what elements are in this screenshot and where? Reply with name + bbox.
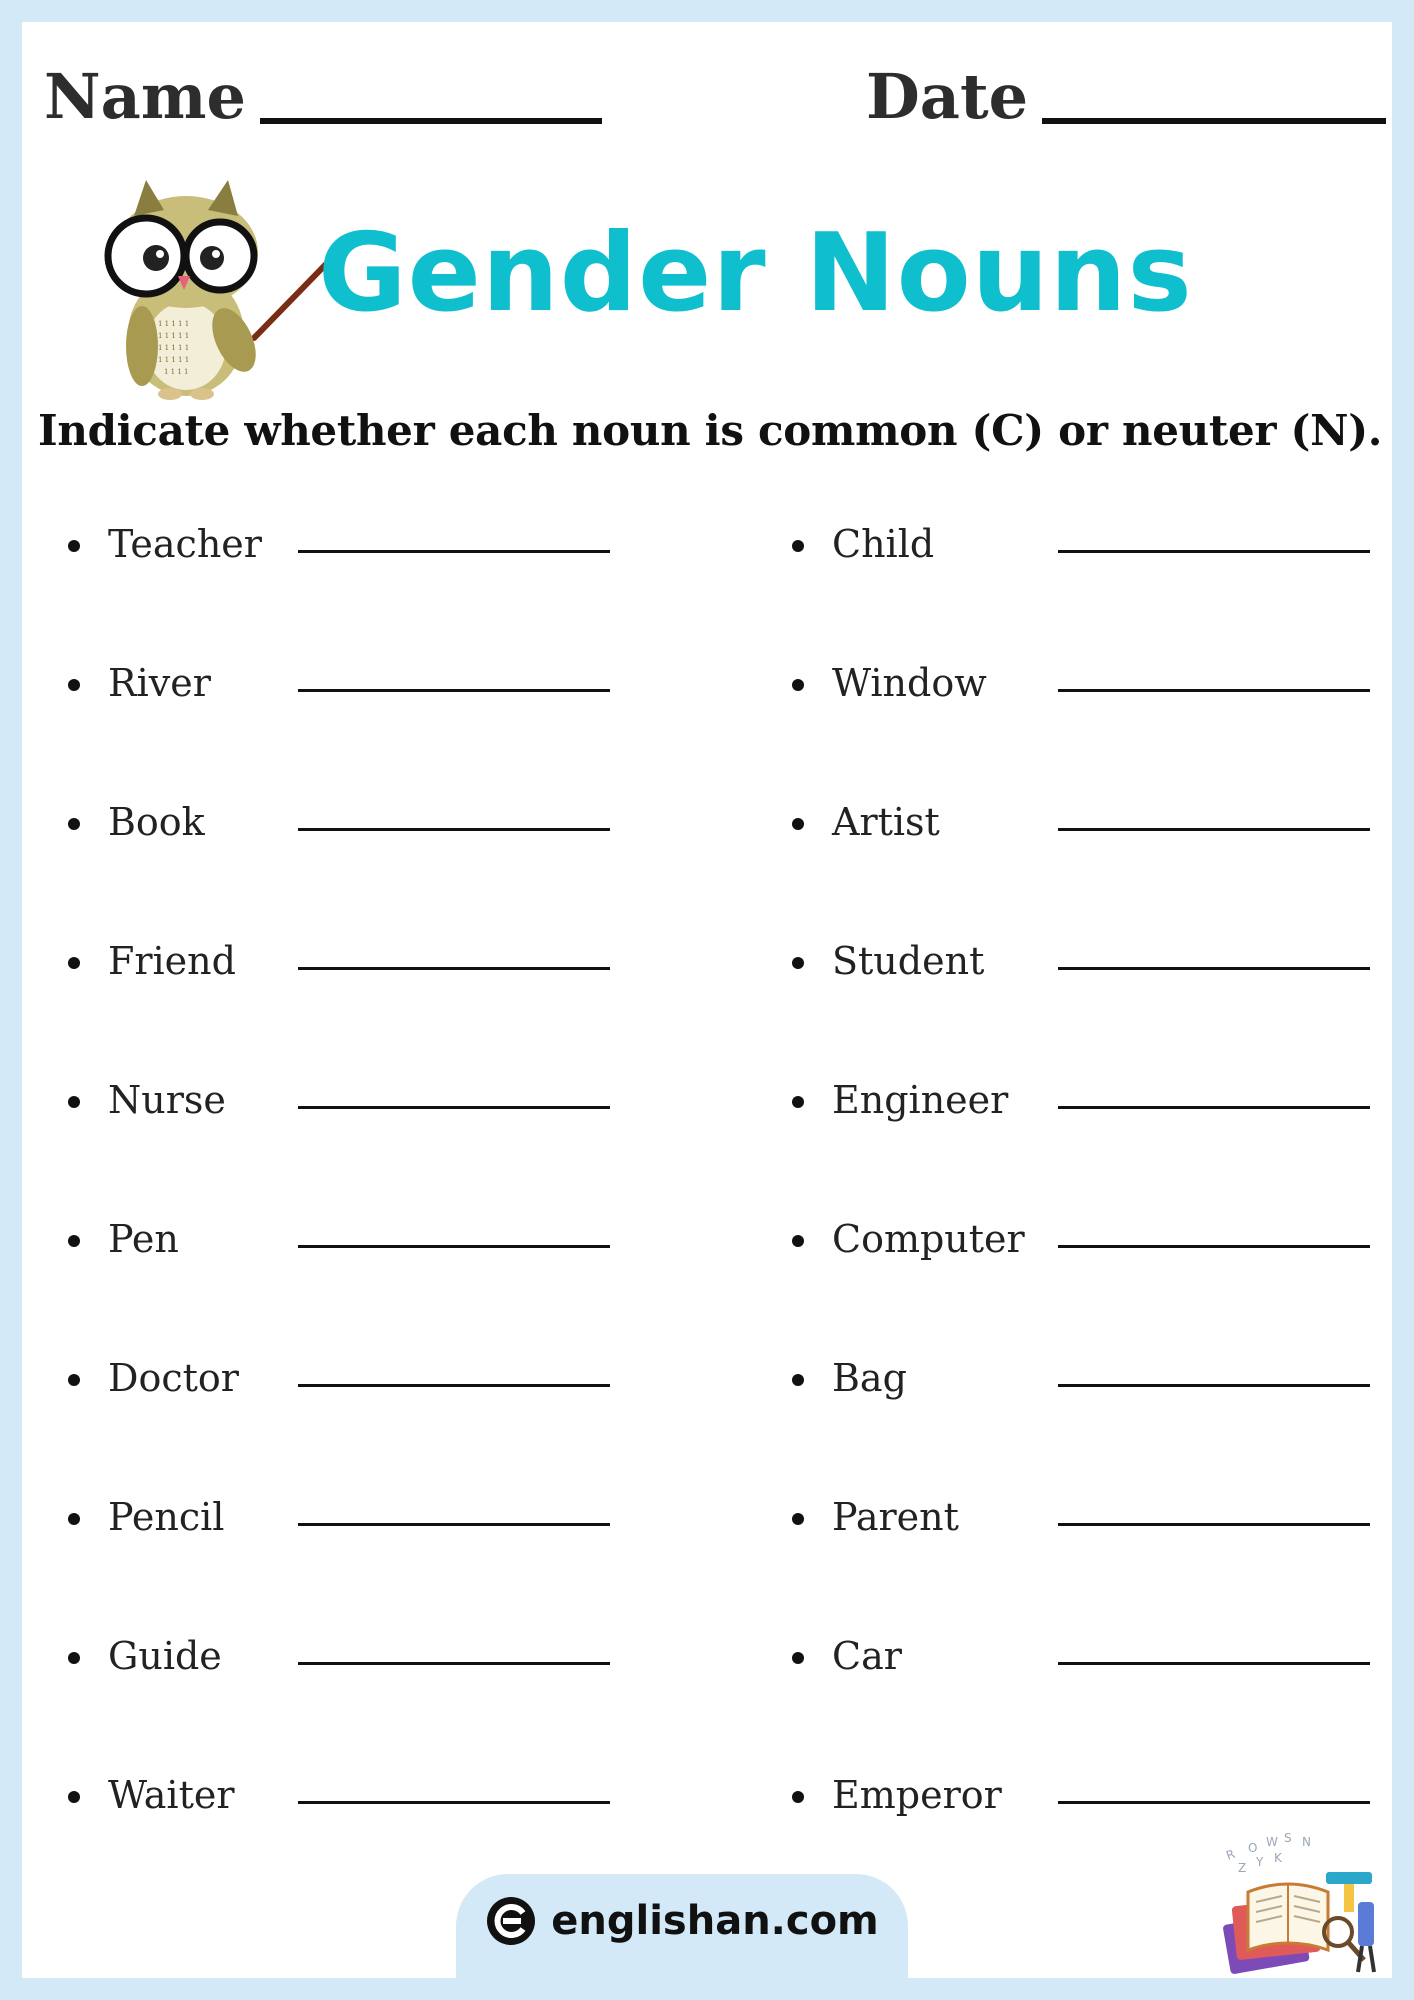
noun-word: Book: [108, 800, 205, 844]
answer-blank[interactable]: [1058, 1801, 1370, 1804]
bullet-icon: [792, 1791, 804, 1803]
noun-item: [68, 1074, 668, 1213]
noun-item: [68, 796, 668, 935]
noun-item: [68, 657, 668, 796]
answer-blank[interactable]: [1058, 828, 1370, 831]
noun-item: [68, 935, 668, 1074]
left-noun-list: [68, 518, 668, 1908]
svg-text:N: N: [1302, 1835, 1311, 1849]
bullet-icon: [68, 957, 80, 969]
noun-word: Parent: [832, 1495, 959, 1539]
noun-word: Computer: [832, 1217, 1025, 1261]
svg-text:1 1 1 1 1: 1 1 1 1 1: [158, 344, 190, 352]
noun-item: [792, 1352, 1392, 1491]
noun-word: Guide: [108, 1634, 222, 1678]
svg-text:1 1 1 1 1: 1 1 1 1 1: [158, 320, 190, 328]
bullet-icon: [68, 540, 80, 552]
answer-blank[interactable]: [1058, 1384, 1370, 1387]
name-label: Name: [44, 60, 246, 133]
footer-site-link[interactable]: englishan.com: [551, 1898, 879, 1944]
noun-item: [68, 1630, 668, 1769]
bullet-icon: [68, 1652, 80, 1664]
svg-text:1 1 1 1 1: 1 1 1 1 1: [158, 356, 190, 364]
englishan-logo-icon: [485, 1895, 537, 1947]
noun-item: [792, 1491, 1392, 1630]
noun-word: Pencil: [108, 1495, 225, 1539]
answer-blank[interactable]: [298, 1106, 610, 1109]
noun-word: Teacher: [108, 522, 262, 566]
answer-blank[interactable]: [1058, 689, 1370, 692]
bullet-icon: [68, 1513, 80, 1525]
noun-word: River: [108, 661, 211, 705]
answer-blank[interactable]: [1058, 1245, 1370, 1248]
bullet-icon: [792, 957, 804, 969]
answer-blank[interactable]: [1058, 1106, 1370, 1109]
worksheet: [22, 22, 1392, 1978]
noun-word: Engineer: [832, 1078, 1009, 1122]
bullet-icon: [792, 540, 804, 552]
noun-word: Bag: [832, 1356, 907, 1400]
bullet-icon: [792, 1652, 804, 1664]
svg-text:K: K: [1274, 1851, 1282, 1865]
noun-word: Nurse: [108, 1078, 226, 1122]
date-line: [1042, 118, 1386, 124]
noun-word: Car: [832, 1634, 902, 1678]
date-label: Date: [866, 60, 1029, 133]
noun-item: [792, 518, 1392, 657]
noun-word: Emperor: [832, 1773, 1002, 1817]
noun-item: [68, 518, 668, 657]
bullet-icon: [792, 818, 804, 830]
bullet-icon: [792, 1096, 804, 1108]
bullet-icon: [792, 679, 804, 691]
noun-item: [68, 1213, 668, 1352]
bullet-icon: [792, 1235, 804, 1247]
noun-word: Pen: [108, 1217, 179, 1261]
answer-blank[interactable]: [298, 1245, 610, 1248]
name-field: [44, 60, 602, 133]
answer-blank[interactable]: [1058, 1523, 1370, 1526]
footer-banner: [456, 1874, 908, 1978]
noun-item: [792, 1074, 1392, 1213]
answer-blank[interactable]: [1058, 967, 1370, 970]
noun-item: [792, 657, 1392, 796]
noun-item: [792, 796, 1392, 935]
books-icon: [1218, 1832, 1388, 1982]
noun-item: [68, 1491, 668, 1630]
bullet-icon: [68, 1096, 80, 1108]
bullet-icon: [68, 1235, 80, 1247]
noun-word: Window: [832, 661, 987, 705]
answer-blank[interactable]: [1058, 550, 1370, 553]
instructions: Indicate whether each noun is common (C) or neuter (N).: [38, 406, 1383, 455]
noun-item: [792, 935, 1392, 1074]
noun-word: Waiter: [108, 1773, 235, 1817]
svg-text:R: R: [1224, 1846, 1237, 1863]
noun-item: [792, 1630, 1392, 1769]
noun-word: Child: [832, 522, 935, 566]
answer-blank[interactable]: [1058, 1662, 1370, 1665]
noun-word: Student: [832, 939, 985, 983]
svg-text:S: S: [1284, 1832, 1292, 1845]
svg-text:1 1 1 1 1: 1 1 1 1 1: [158, 332, 190, 340]
answer-blank[interactable]: [298, 1523, 610, 1526]
worksheet-title: Gender Nouns: [318, 211, 1193, 336]
svg-text:1 1 1 1: 1 1 1 1: [164, 368, 189, 376]
noun-word: Artist: [832, 800, 940, 844]
answer-blank[interactable]: [298, 967, 610, 970]
answer-blank[interactable]: [298, 689, 610, 692]
svg-text:W: W: [1266, 1835, 1278, 1849]
svg-text:Z: Z: [1238, 1861, 1247, 1875]
bullet-icon: [68, 818, 80, 830]
noun-word: Doctor: [108, 1356, 239, 1400]
noun-item: [792, 1213, 1392, 1352]
bullet-icon: [68, 1791, 80, 1803]
date-field: [866, 60, 1386, 133]
answer-blank[interactable]: [298, 1662, 610, 1665]
svg-text:O: O: [1248, 1841, 1258, 1855]
right-noun-list: [792, 518, 1392, 1908]
bullet-icon: [68, 1374, 80, 1386]
noun-item: [68, 1352, 668, 1491]
noun-word: Friend: [108, 939, 236, 983]
svg-text:Y: Y: [1256, 1855, 1264, 1869]
bullet-icon: [792, 1374, 804, 1386]
name-line: [260, 118, 602, 124]
owl-icon: [94, 176, 344, 406]
answer-blank[interactable]: [298, 828, 610, 831]
answer-blank[interactable]: [298, 1801, 610, 1804]
bullet-icon: [792, 1513, 804, 1525]
answer-blank[interactable]: [298, 550, 610, 553]
answer-blank[interactable]: [298, 1384, 610, 1387]
bullet-icon: [68, 679, 80, 691]
